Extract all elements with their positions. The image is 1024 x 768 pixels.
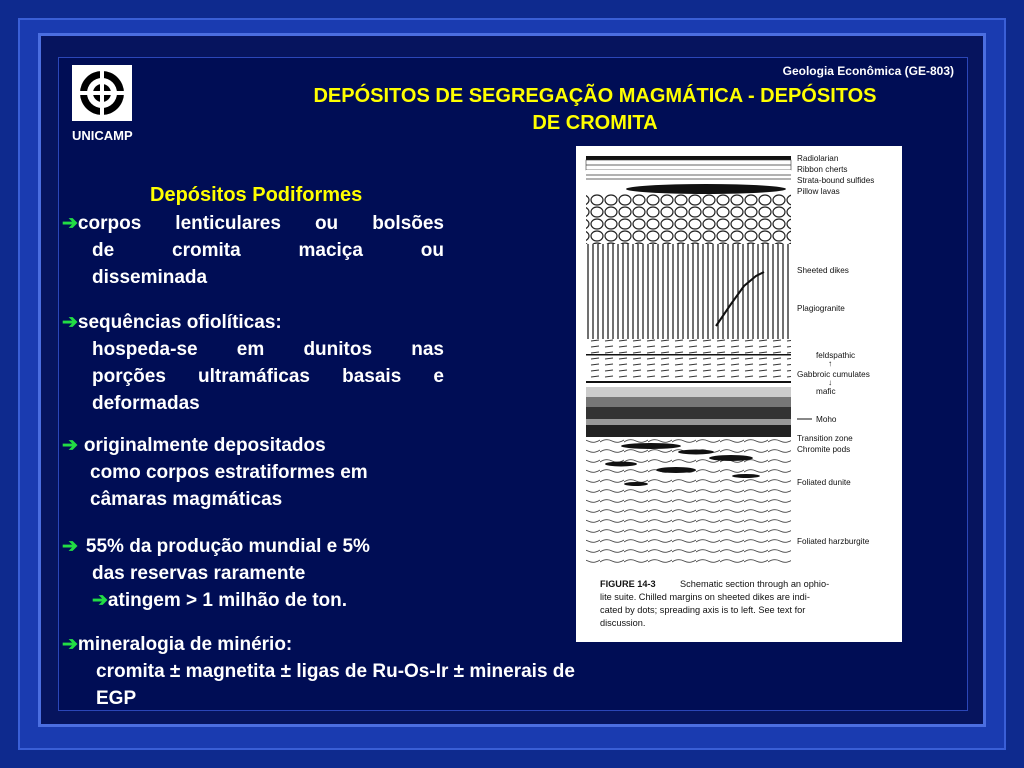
bullet-5-line-3: EGP: [96, 688, 137, 709]
figure-caption: [600, 579, 829, 628]
label-feldspathic: feldspathic: [816, 351, 856, 360]
bullet-1-line-1: ➔corpos lenticulares ou bolsões: [62, 210, 444, 237]
bullet-5-line-1: ➔mineralogia de minério:: [62, 631, 702, 658]
label-pillow-lavas: Pillow lavas: [797, 187, 840, 196]
arrow-down-icon: ↓: [828, 378, 833, 387]
bullet-1: [62, 210, 444, 291]
unicamp-logo-icon: [72, 65, 132, 121]
label-moho: Moho: [816, 415, 837, 424]
arrow-up-icon: ↑: [828, 359, 833, 368]
title-line-2: DE CROMITA: [532, 112, 658, 134]
section-subtitle: Depósitos Podiformes: [150, 184, 363, 206]
title-line-1: DEPÓSITOS DE SEGREGAÇÃO MAGMÁTICA - DEPÓSITOS: [313, 85, 877, 107]
bullet-5-line-2: cromita ± magnetita ± ligas de Ru-Os-Ir ± minerais de: [96, 661, 575, 682]
bullet-4: [62, 533, 482, 614]
bullet-2-line-3: porções ultramáficas basais e: [92, 366, 444, 387]
course-name: Geologia Econômica (GE-803): [782, 64, 954, 78]
label-mafic: mafic: [816, 387, 836, 396]
ophiolite-section-figure: [576, 146, 902, 642]
label-foliated-dunite: Foliated dunite: [797, 478, 851, 487]
bullet-2: [62, 309, 444, 417]
bullet-4-line-2: das reservas raramente: [92, 563, 306, 584]
column-strata: [586, 156, 791, 567]
label-transition-zone: Transition zone: [797, 434, 853, 443]
arrow-right-icon: ➔: [62, 435, 78, 456]
bullet-3-line-1: ➔ originalmente depositados: [62, 432, 452, 459]
caption-label: FIGURE 14-3: [600, 579, 656, 589]
label-sheeted-dikes: Sheeted dikes: [797, 266, 849, 275]
arrow-right-icon: ➔: [62, 213, 78, 234]
bullet-5: [62, 631, 702, 712]
arrow-right-icon: ➔: [62, 634, 78, 655]
bullet-4-line-1: ➔ 55% da produção mundial e 5%: [62, 533, 482, 560]
bullet-2-line-2: hospeda-se em dunitos nas: [92, 339, 444, 360]
arrow-right-icon: ➔: [92, 590, 108, 611]
bullet-3-line-3: câmaras magmáticas: [90, 489, 283, 510]
arrow-right-icon: ➔: [62, 312, 78, 333]
label-chromite-pods: Chromite pods: [797, 445, 851, 454]
caption-line-4: discussion.: [600, 618, 646, 628]
bullet-3: [62, 432, 452, 513]
page-title: [225, 83, 965, 137]
caption-line-3: cated by dots; spreading axis is to left. See text for: [600, 605, 806, 615]
bullet-2-line-4: deformadas: [92, 393, 200, 414]
label-ribbon-cherts: Ribbon cherts: [797, 165, 848, 174]
logo-label: UNICAMP: [72, 128, 133, 143]
label-gabbroic-cumulates: Gabbroic cumulates: [797, 370, 870, 379]
figure-labels: [797, 154, 874, 546]
label-foliated-harzburgite: Foliated harzburgite: [797, 537, 870, 546]
bullet-2-line-1: ➔sequências ofiolíticas:: [62, 309, 444, 336]
label-plagiogranite: Plagiogranite: [797, 304, 845, 313]
arrow-right-icon: ➔: [62, 536, 78, 557]
bullet-1-line-3: disseminada: [92, 267, 208, 288]
label-radiolarian: Radiolarian: [797, 154, 839, 163]
label-strata-bound-sulfides: Strata-bound sulfides: [797, 176, 875, 185]
bullet-3-line-2: como corpos estratiformes em: [90, 462, 368, 483]
caption-line-1: Schematic section through an ophio-: [680, 579, 830, 589]
bullet-4-line-3: ➔atingem > 1 milhão de ton.: [62, 587, 482, 614]
caption-line-2: lite suite. Chilled margins on sheeted dikes are indi-: [600, 592, 810, 602]
bullet-1-line-2: de cromita maciça ou: [92, 240, 444, 261]
